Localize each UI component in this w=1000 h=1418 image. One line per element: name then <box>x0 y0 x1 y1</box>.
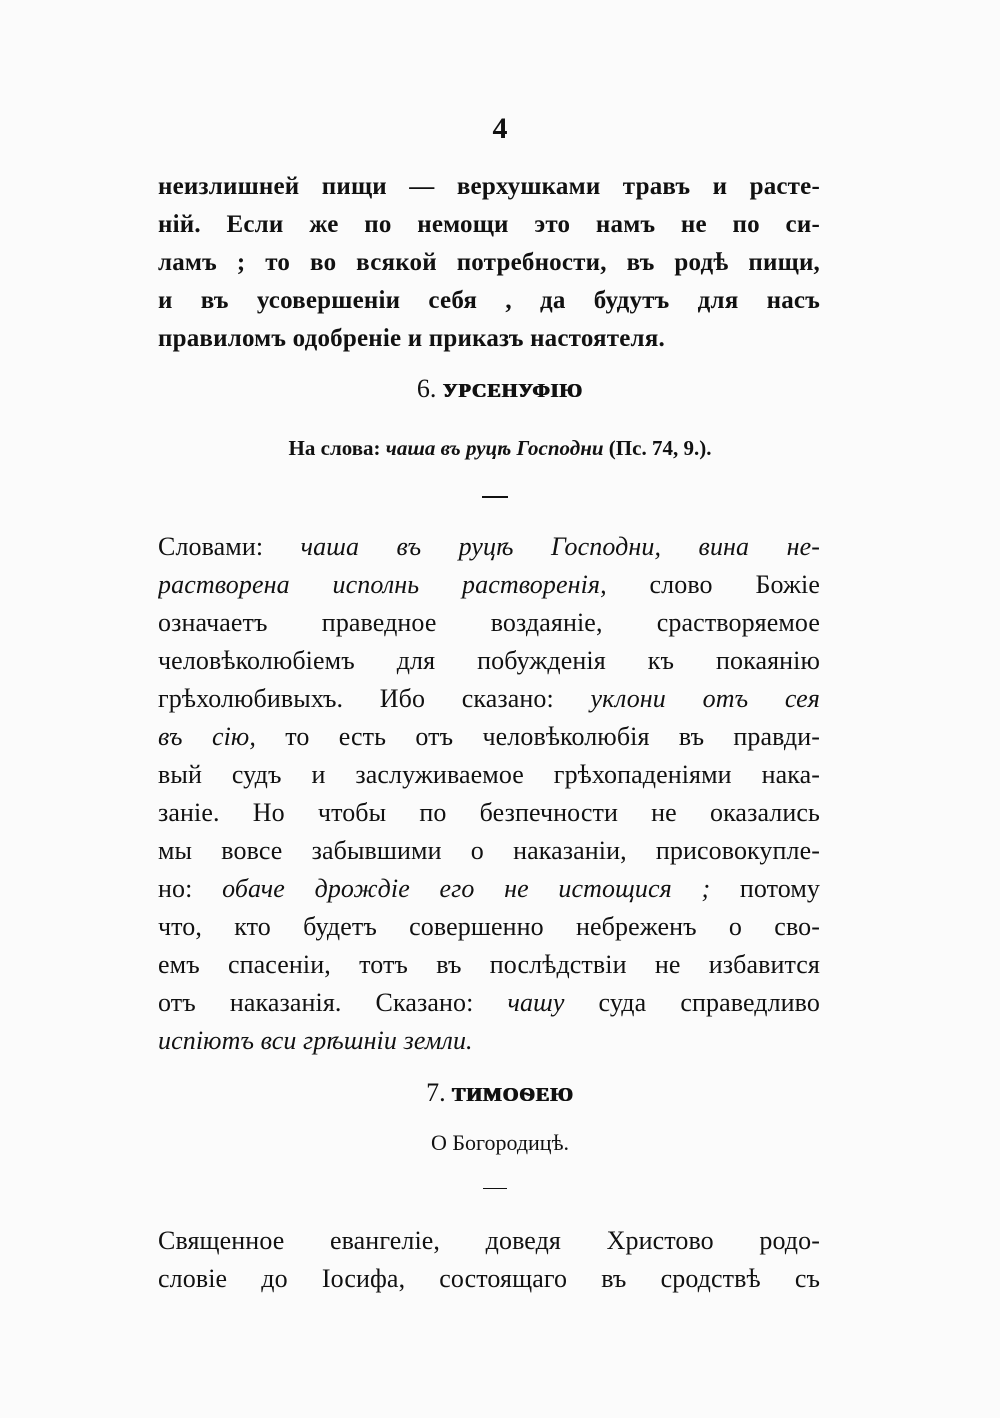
text-line: ламъ ; то во всякой потребности, въ родѣ пищи, <box>158 249 820 276</box>
text-segment: что, кто будетъ совершенно небреженъ о сво- <box>158 912 820 941</box>
page-number: 4 <box>492 112 508 145</box>
text-line <box>158 718 820 756</box>
text-line <box>158 528 820 566</box>
text-segment: человѣколюбіемъ для побужденія къ покаянію <box>158 646 820 675</box>
text-segment: слово Божіе <box>606 570 820 599</box>
italic-segment: растворена исполнь растворенія, <box>158 570 607 599</box>
section-6-body <box>158 528 820 1060</box>
section-6-number: 6. <box>416 374 437 403</box>
subtitle-reference: (Пс. 74, 9.). <box>608 436 712 460</box>
italic-segment: испіютъ вси грѣшніи земли. <box>158 1026 473 1055</box>
italic-segment: чашу <box>473 988 565 1017</box>
text-line <box>158 946 820 984</box>
text-segment: грѣхолюбивыхъ. Ибо сказано: <box>158 684 554 713</box>
top-paragraph <box>158 168 820 358</box>
italic-segment: чаша въ руцѣ Господни, вина не- <box>263 532 820 561</box>
text-segment: мы вовсе забывшими о наказаніи, присовокупле- <box>158 836 820 865</box>
text-segment: потому <box>710 874 820 903</box>
section-7-divider <box>483 1188 507 1189</box>
italic-segment: обаче дрождіе его не истощися ; <box>192 874 711 903</box>
text-line <box>158 794 820 832</box>
section-6-subtitle <box>0 436 1000 461</box>
text-segment: но: <box>158 874 193 903</box>
section-6-name: УРСЕНУФІЮ <box>442 380 584 402</box>
section-7-name: ТИМОѲЕЮ <box>452 1084 574 1106</box>
text-line <box>158 756 820 794</box>
text-segment: означаетъ праведное воздаяніе, срастворяемое <box>158 608 820 637</box>
text-line: Священное евангеліе, доведя Христово родо- <box>158 1226 820 1255</box>
text-line <box>158 984 820 1022</box>
text-segment: суда справедливо <box>564 988 820 1017</box>
text-segment: вый судъ и заслуживаемое грѣхопаденіями нака- <box>158 760 820 789</box>
text-line <box>158 870 820 908</box>
text-segment: отъ наказанія. Сказано: <box>158 988 474 1017</box>
section-7-body <box>158 1222 820 1298</box>
text-line <box>158 908 820 946</box>
text-segment: емъ спасеніи, тотъ въ послѣдствіи не избавится <box>158 950 820 979</box>
text-line <box>158 680 820 718</box>
subtitle-quote: чаша въ руцѣ Господни <box>385 436 604 460</box>
section-7-heading <box>0 1078 1000 1108</box>
italic-segment: уклони отъ сея <box>553 684 820 713</box>
text-line: ній. Если же по немощи это намъ не по си- <box>158 211 820 238</box>
text-line <box>158 642 820 680</box>
italic-segment: въ сію, <box>158 722 256 751</box>
text-line <box>158 604 820 642</box>
subtitle-prefix: На слова: <box>288 436 381 460</box>
section-6-divider <box>482 496 508 498</box>
text-line: правиломъ одобреніе и приказъ настоятеля. <box>158 325 665 352</box>
text-segment: Словами: <box>158 532 264 561</box>
text-segment: то есть отъ человѣколюбія въ правди- <box>255 722 820 751</box>
text-segment: заніе. Но чтобы по безпечности не оказались <box>158 798 820 827</box>
text-line: и въ усовершеніи себя , да будутъ для насъ <box>158 287 820 314</box>
section-7-subtitle: О Богородицѣ. <box>430 1130 570 1155</box>
section-6-heading <box>0 374 1000 404</box>
text-line: словіе до Іосифа, состоящаго въ сродствѣ съ <box>158 1264 820 1293</box>
text-line <box>158 1022 820 1060</box>
text-line <box>158 566 820 604</box>
text-line <box>158 832 820 870</box>
text-line: неизлишней пищи — верхушками травъ и расте- <box>158 173 820 200</box>
section-7-number: 7. <box>426 1078 446 1107</box>
